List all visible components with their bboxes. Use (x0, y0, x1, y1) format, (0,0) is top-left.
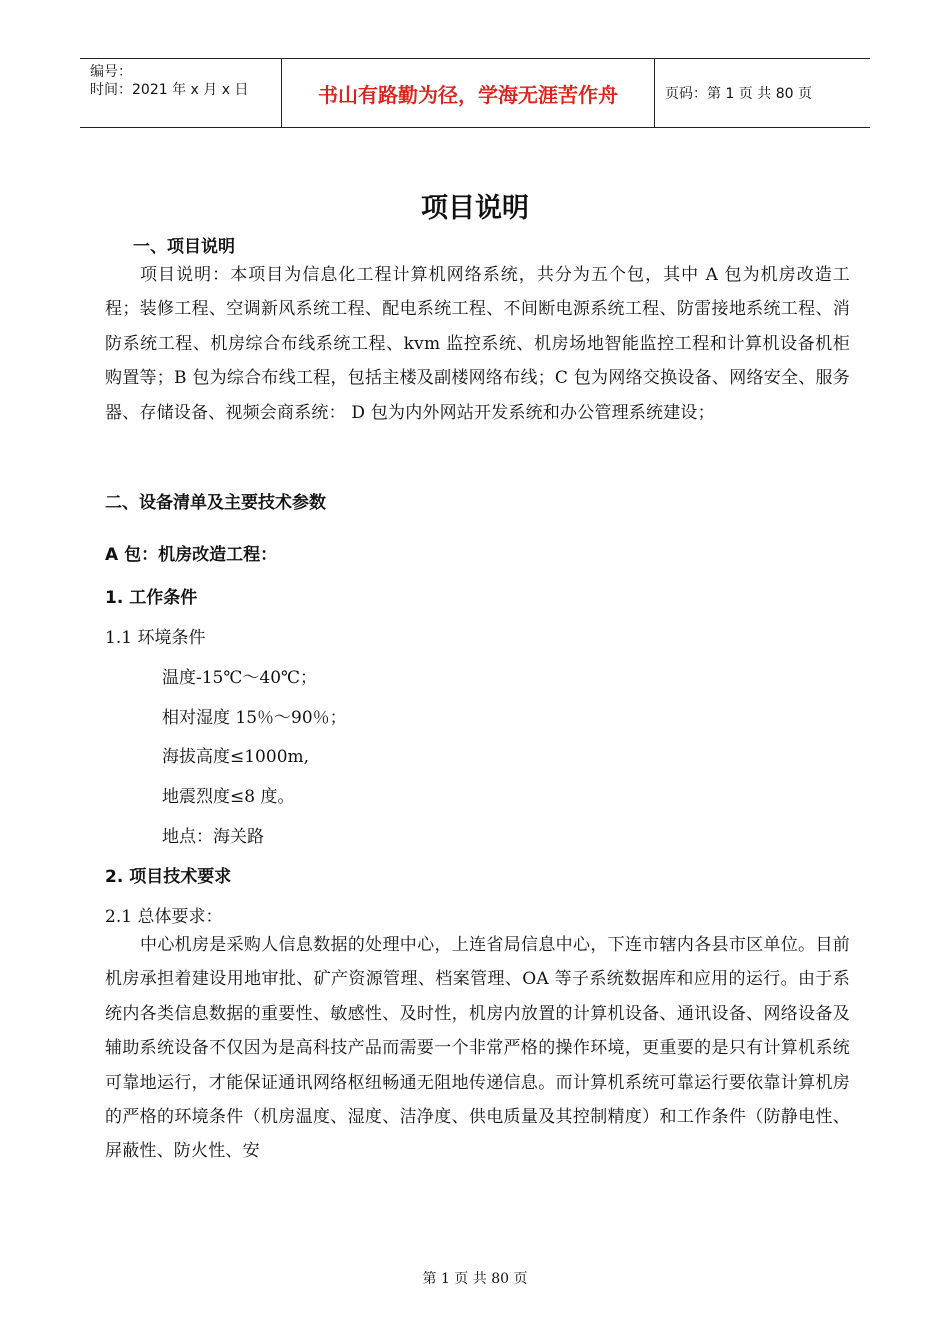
number-label: 编号： (90, 64, 132, 80)
condition-altitude: 海拔高度≤1000m, (162, 747, 310, 767)
section2-heading: 二、设备清单及主要技术参数 (105, 493, 326, 513)
work-conditions-heading: 1. 工作条件 (105, 588, 198, 608)
condition-seismic: 地震烈度≤8 度。 (162, 787, 295, 807)
tech-req-heading: 2. 项目技术要求 (105, 867, 232, 887)
page-footer: 第 1 页 共 80 页 (422, 1271, 528, 1287)
section1-heading: 一、项目说明 (133, 237, 235, 257)
overall-req-heading: 2.1 总体要求： (105, 907, 223, 927)
header-left-cell (80, 59, 282, 127)
date-label: 时间：2021 年 x 月 x 日 (90, 82, 249, 98)
header-motto: 书山有路勤为径，学海无涯苦作舟 (282, 59, 655, 127)
package-a-heading: A 包：机房改造工程： (105, 545, 278, 565)
env-conditions-heading: 1.1 环境条件 (105, 628, 206, 648)
condition-location: 地点：海关路 (162, 827, 264, 847)
section1-body: 项目说明：本项目为信息化工程计算机网络系统，共分为五个包，其中 A 包为机房改造工程；装修工程、空调新风系统工程、配电系统工程、不间断电源系统工程、防雷接地系统工程、消防系统工程、机房综合布线系统工程、kvm 监控系统、机房场地智能监控工程和计算机设备机柜购置等；B 包为综合布线工程，包括主楼及副楼网络布线；C 包为网络交换设备、网络安全、服务器、存储设备、视频会商系统： D 包为内外网站开发系统和办公管理系统建设； (105, 265, 850, 423)
document-title: 项目说明 (421, 193, 529, 224)
header-table (80, 58, 870, 128)
overall-req-body: 中心机房是采购人信息数据的处理中心，上连省局信息中心，下连市辖内各县市区单位。目前机房承担着建设用地审批、矿产资源管理、档案管理、OA 等子系统数据库和应用的运行。由于系统内各类信息数据的重要性、敏感性、及时性，机房内放置的计算机设备、通讯设备、网络设备及辅助系统设备不仅因为是高科技产品而需要一个非常严格的操作环境，更重要的是只有计算机系统可靠地运行，才能保证通讯网络枢纽畅通无阻地传递信息。而计算机系统可靠运行要依靠计算机房的严格的环境条件（机房温度、湿度、洁净度、供电质量及其控制精度）和工作条件（防静电性、屏蔽性、防火性、安 (105, 935, 850, 1162)
condition-humidity: 相对湿度 15％～90％； (162, 708, 347, 728)
header-page-info: 页码：第 1 页 共 80 页 (665, 86, 812, 102)
condition-temperature: 温度-15℃～40℃； (162, 668, 318, 688)
